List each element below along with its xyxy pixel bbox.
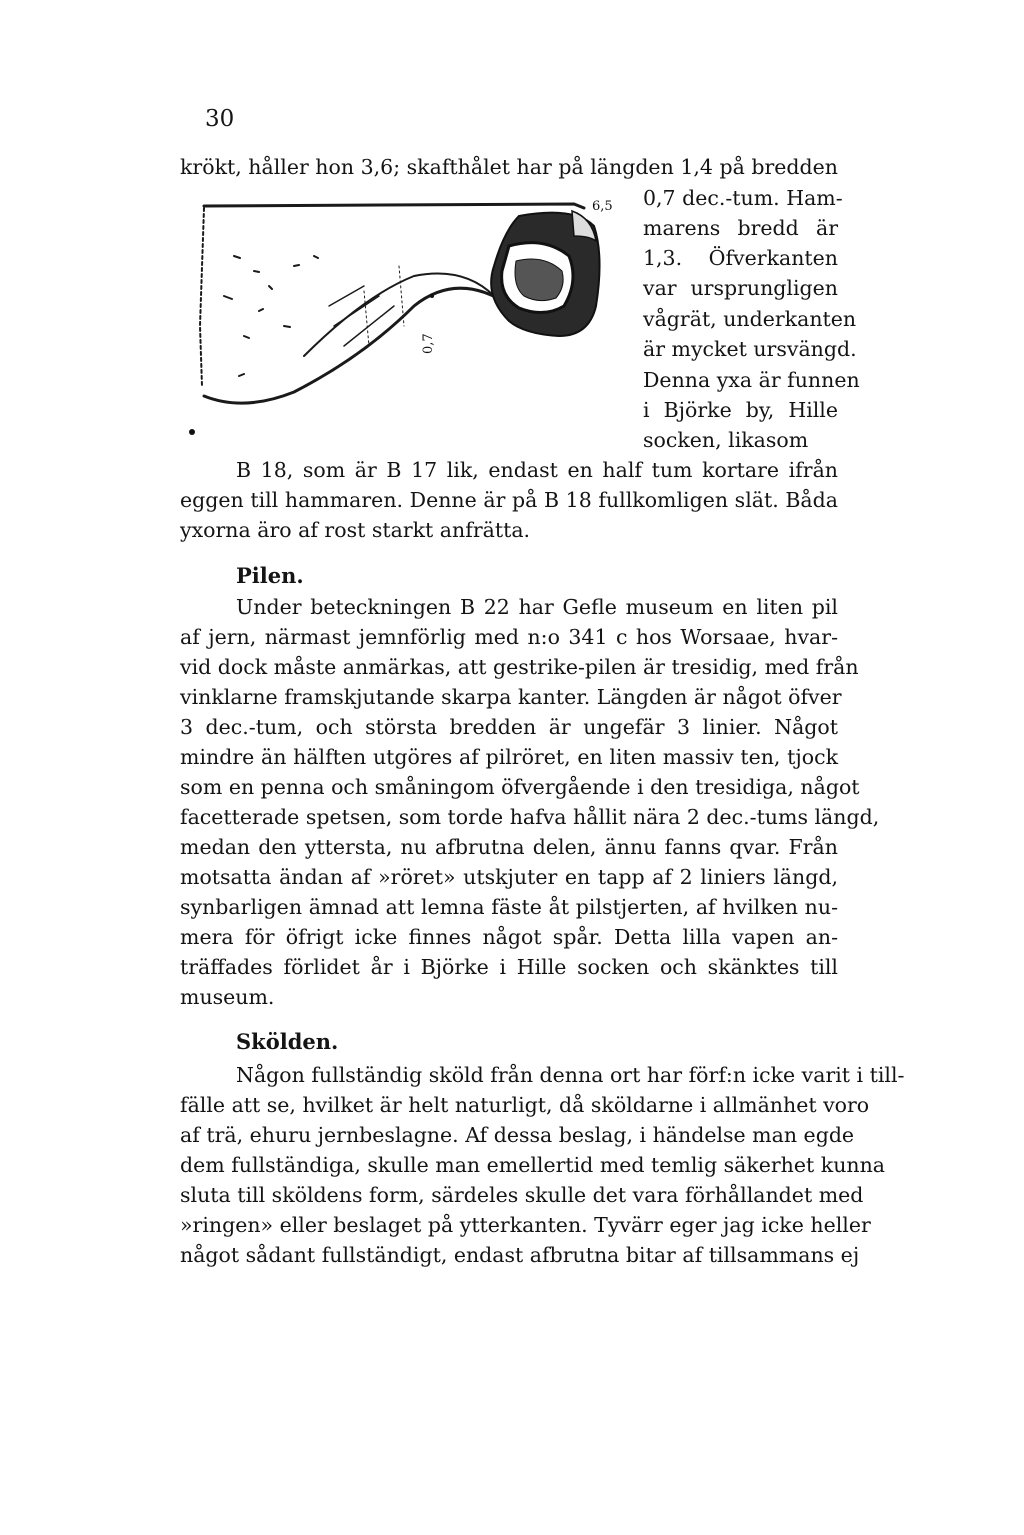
paragraph-line: B 18, som är B 17 lik, endast en half tum kortare ifrån: [236, 458, 838, 482]
side-line: marens bredd är: [643, 216, 838, 240]
paragraph-line: vid dock måste anmärkas, att gestrike-pilen är tresidig, med från: [180, 655, 859, 679]
side-line: 0,7 dec.-tum. Ham-: [643, 186, 843, 210]
paragraph-line: mindre än hälften utgöres af pilröret, en liten massiv ten, tjock: [180, 745, 838, 769]
figure-label-top: 6,5: [592, 199, 613, 214]
paragraph-line: af jern, närmast jemnförlig med n:o 341 c hos Worsaae, hvar-: [180, 625, 838, 649]
side-line: vågrät, underkanten: [643, 307, 857, 331]
paragraph-line: sluta till sköldens form, särdeles skulle det vara förhållandet med: [180, 1183, 864, 1207]
paragraph-line: fälle att se, hvilket är helt naturligt, då sköldarne i allmänhet voro: [180, 1093, 870, 1117]
paragraph-line: dem fullständiga, skulle man emellertid med temlig säkerhet kunna: [180, 1153, 886, 1177]
paragraph-line: facetterade spetsen, som torde hafva hållit nära 2 dec.-tums längd,: [180, 805, 880, 829]
section-heading-skolden: Skölden.: [236, 1029, 339, 1054]
paragraph-line: som en penna och småningom öfvergående i den tresidiga, något: [180, 775, 860, 799]
side-line: socken, likasom: [643, 428, 809, 452]
side-line: är mycket ursvängd.: [643, 337, 857, 361]
side-line: Denna yxa är funnen: [643, 368, 860, 392]
paragraph-line: 3 dec.-tum, och största bredden är ungefär 3 linier. Något: [180, 715, 838, 739]
side-line: 1,3. Öfverkanten: [643, 246, 838, 270]
paragraph-line: synbarligen ämnad att lemna fäste åt pilstjerten, af hvilken nu-: [180, 895, 838, 919]
side-line: var ursprungligen: [643, 276, 838, 300]
paragraph-line: något sådant fullständigt, endast afbrutna bitar af tillsammans ej: [180, 1243, 860, 1267]
page-number: 30: [205, 106, 235, 132]
paragraph-line: mera för öfrigt icke finnes något spår. Detta lilla vapen an-: [180, 925, 838, 949]
paragraph-line: af trä, ehuru jernbeslagne. Af dessa beslag, i händelse man egde: [180, 1123, 855, 1147]
paragraph-line: yxorna äro af rost starkt anfrätta.: [180, 518, 531, 542]
axe-illustration: [164, 186, 624, 448]
paragraph-line: eggen till hammaren. Denne är på B 18 fullkomligen slät. Båda: [180, 488, 838, 512]
paragraph-line: museum.: [180, 985, 275, 1009]
side-line: i Björke by, Hille: [643, 398, 838, 422]
paragraph-line: träffades förlidet år i Björke i Hille socken och skänktes till: [180, 955, 838, 979]
paragraph-line: Under beteckningen B 22 har Gefle museum en liten pil: [236, 595, 838, 619]
paragraph-line: Någon fullständig sköld från denna ort har förf:n icke varit i till-: [236, 1063, 905, 1087]
intro-line: krökt, håller hon 3,6; skafthålet har på längden 1,4 på bredden: [180, 155, 838, 179]
paragraph-line: motsatta ändan af »röret» utskjuter en tapp af 2 liniers längd,: [180, 865, 838, 889]
paragraph-line: vinklarne framskjutande skarpa kanter. Längden är något öfver: [180, 685, 842, 709]
paragraph-line: medan den yttersta, nu afbrutna delen, ännu fanns qvar. Från: [180, 835, 838, 859]
section-heading-pilen: Pilen.: [236, 563, 304, 588]
figure-label-vertical: 0,7: [421, 333, 436, 354]
paragraph-line: »ringen» eller beslaget på ytterkanten. Tyvärr eger jag icke heller: [180, 1213, 871, 1237]
